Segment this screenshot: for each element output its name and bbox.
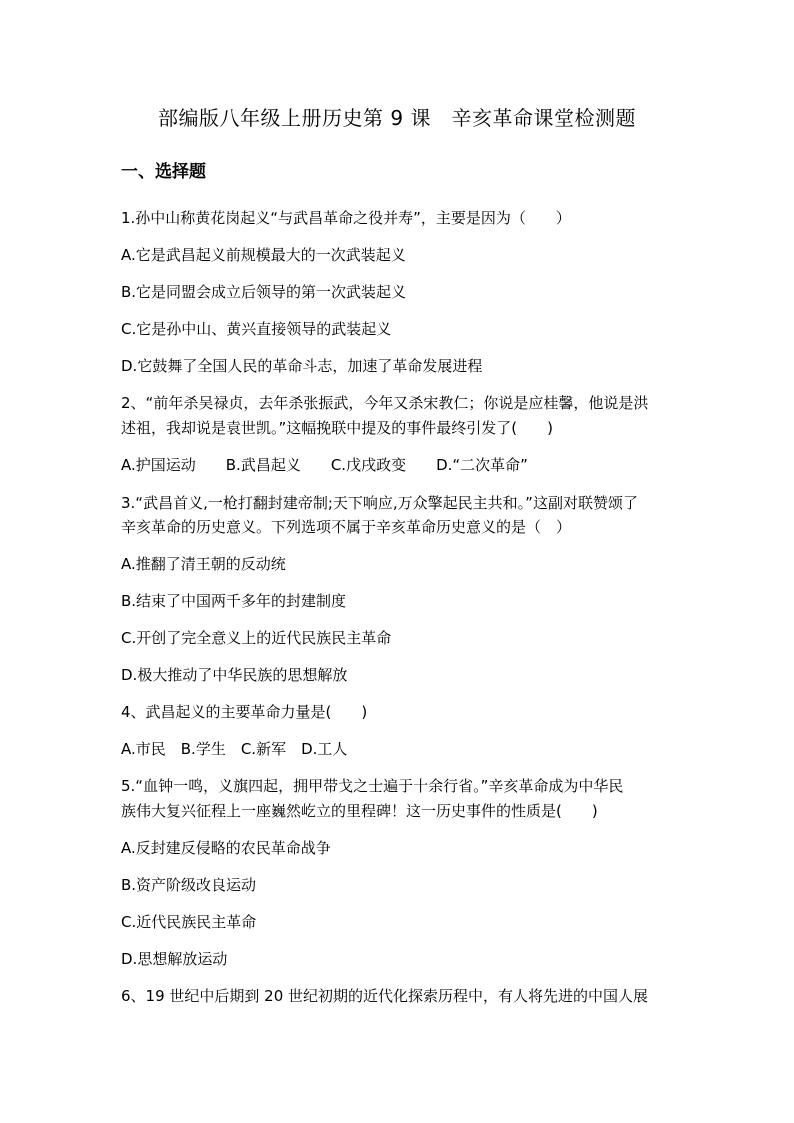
question-5-option-d: D.思想解放运动	[121, 950, 228, 968]
question-5-stem-line-1: 5.“血钟一鸣，义旗四起，拥甲带戈之士遍于十余行省。”辛亥革命成为中华民	[121, 777, 624, 795]
question-1-option-d: D.它鼓舞了全国人民的革命斗志，加速了革命发展进程	[121, 357, 483, 375]
question-3-option-b: B.结束了中国两千多年的封建制度	[121, 592, 347, 610]
question-2-stem-line-2: 述祖，我却说是袁世凯。”这幅挽联中提及的事件最终引发了( )	[121, 419, 553, 437]
question-2-stem-line-1: 2、“前年杀吴禄贞，去年杀张振武，今年又杀宋教仁；你说是应桂馨，他说是洪	[121, 394, 649, 412]
page-title: 部编版八年级上册历史第 9 课 辛亥革命课堂检测题	[158, 106, 636, 130]
question-6-stem-line-1: 6、19 世纪中后期到 20 世纪初期的近代化探索历程中，有人将先进的中国人展	[121, 987, 649, 1005]
question-4-options: A.市民 B.学生 C.新军 D.工人	[121, 740, 348, 758]
question-3-option-d: D.极大推动了中华民族的思想解放	[121, 666, 348, 684]
question-3-option-c: C.开创了完全意义上的近代民族民主革命	[121, 629, 392, 647]
question-5-option-c: C.近代民族民主革命	[121, 913, 257, 931]
question-5-option-b: B.资产阶级改良运动	[121, 876, 257, 894]
question-2-options: A.护国运动 B.武昌起义 C.戊戌政变 D.“二次革命”	[121, 456, 528, 474]
section-heading: 一、选择题	[121, 162, 206, 182]
question-1-option-b: B.它是同盟会成立后领导的第一次武装起义	[121, 283, 407, 301]
question-1-option-c: C.它是孙中山、黄兴直接领导的武装起义	[121, 320, 392, 338]
question-4-stem: 4、武昌起义的主要革命力量是( )	[121, 703, 368, 721]
question-5-stem-line-2: 族伟大复兴征程上一座巍然屹立的里程碑！这一历史事件的性质是( )	[121, 802, 598, 820]
question-1-option-a: A.它是武昌起义前规模最大的一次武装起义	[121, 246, 406, 264]
question-3-stem-line-1: 3.“武昌首义,一枪打翻封建帝制;天下响应,万众擎起民主共和。”这副对联赞颂了	[121, 494, 638, 512]
question-1-stem: 1.孙中山称黄花岗起义“与武昌革命之役并寿”，主要是因为（ ）	[121, 209, 571, 227]
question-5-option-a: A.反封建反侵略的农民革命战争	[121, 839, 331, 857]
question-3-option-a: A.推翻了清王朝的反动统	[121, 555, 286, 573]
question-3-stem-line-2: 辛亥革命的历史意义。下列选项不属于辛亥革命历史意义的是（ ）	[121, 518, 572, 536]
